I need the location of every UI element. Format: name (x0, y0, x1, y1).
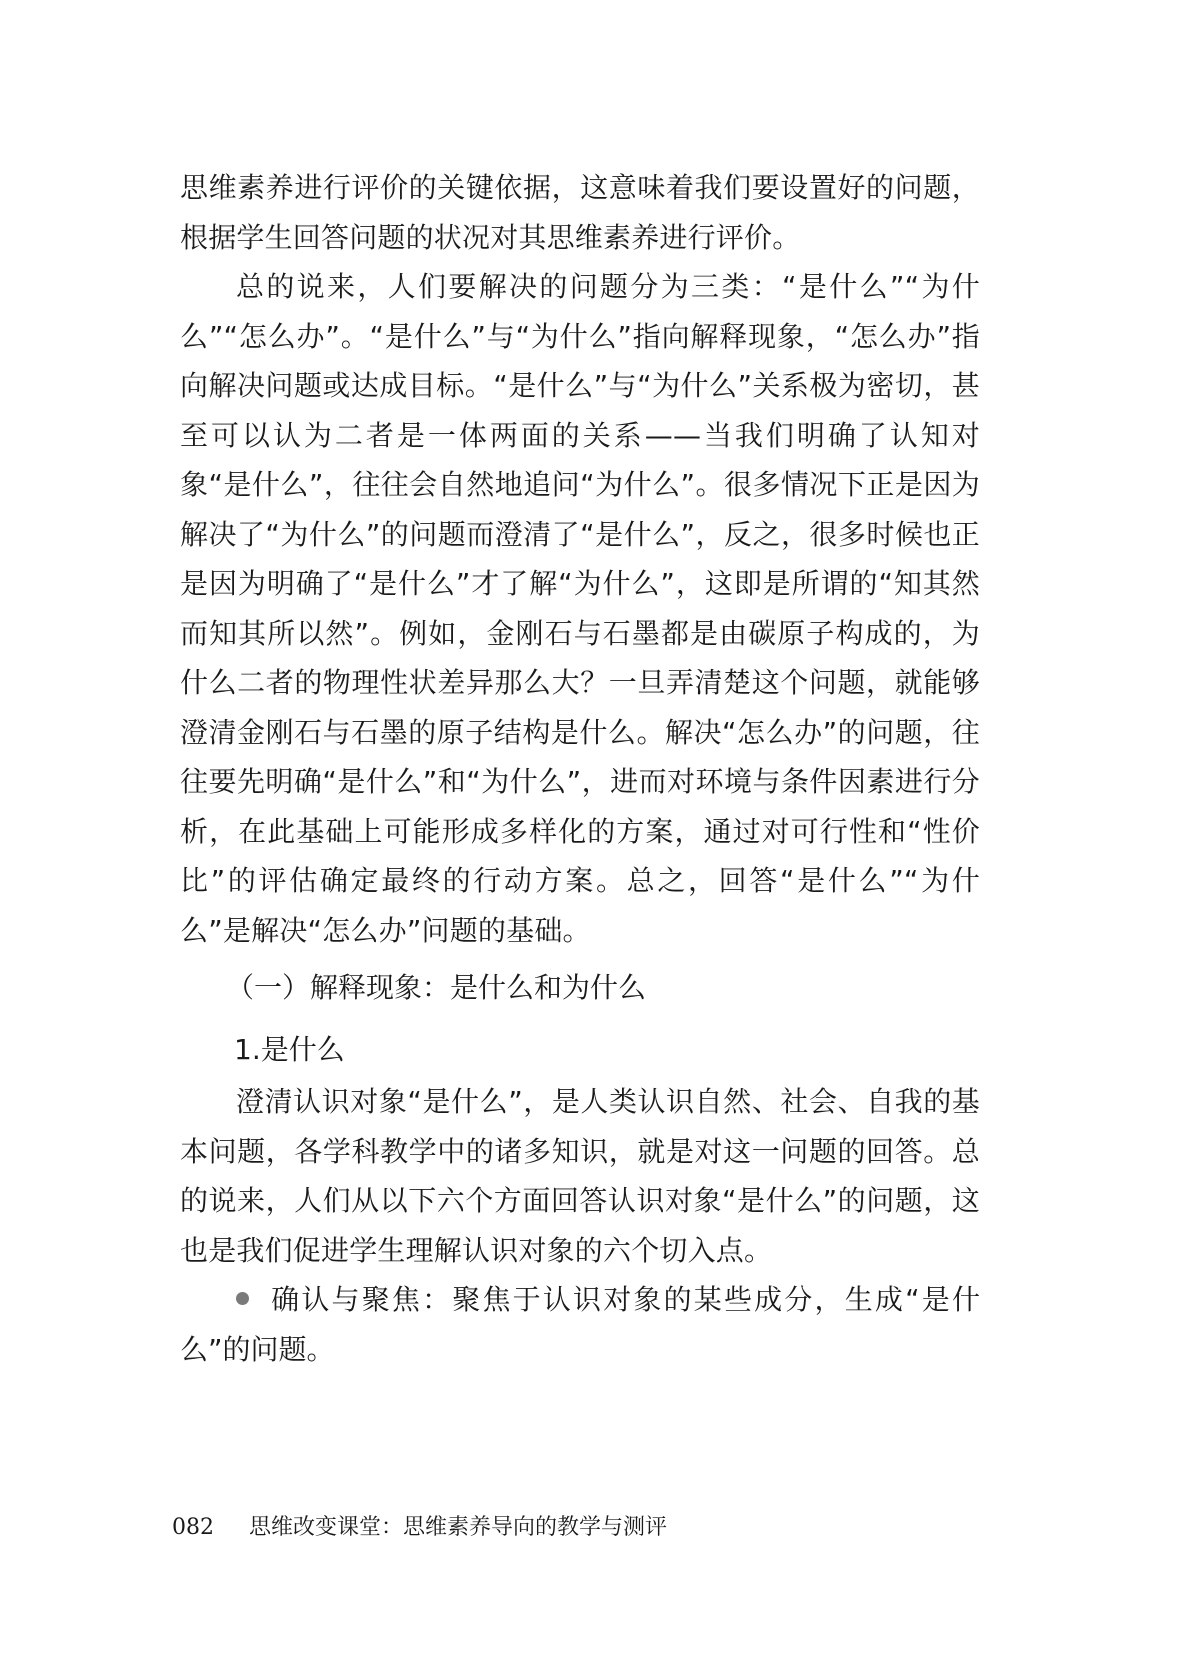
body-text-top (180, 163, 980, 955)
body-text-bottom (180, 1077, 980, 1374)
paragraph-three-question-types: 总的说来，人们要解决的问题分为三类：“是什么”“为什么”“怎么办”。“是什么”与“为什么”指向解释现象，“怎么办”指向解决问题或达成目标。“是什么”与“为什么”关系极为密切，甚至可以认为二者是一体两面的关系——当我们明确了认知对象“是什么”，往往会自然地追问“为什么”。很多情况下正是因为解决了“为什么”的问题而澄清了“是什么”，反之，很多时候也正是因为明确了“是什么”才了解“为什么”，这即是所谓的“知其然而知其所以然”。例如，金刚石与石墨都是由碳原子构成的，为什么二者的物理性状差异那么大？一旦弄清楚这个问题，就能够澄清金刚石与石墨的原子结构是什么。解决“怎么办”的问题，往往要先明确“是什么”和“为什么”，进而对环境与条件因素进行分析，在此基础上可能形成多样化的方案，通过对可行性和“性价比”的评估确定最终的行动方案。总之，回答“是什么”“为什么”是解决“怎么办”问题的基础。 (180, 270, 980, 947)
section-heading: （一）解释现象：是什么和为什么 (226, 971, 647, 1004)
subsection-heading: 1.是什么 (234, 1033, 345, 1066)
page-footer (172, 1510, 667, 1541)
book-title: 思维改变课堂：思维素养导向的教学与测评 (249, 1515, 668, 1540)
paragraph-continuation: 思维素养进行评价的关键依据，这意味着我们要设置好的问题，根据学生回答问题的状况对其思维素养进行评价。 (180, 171, 980, 254)
subsection-heading-block (180, 1025, 980, 1075)
paragraph-what-is: 澄清认识对象“是什么”，是人类认识自然、社会、自我的基本问题，各学科教学中的诸多知识，就是对这一问题的回答。总的说来，人们从以下六个方面回答认识对象“是什么”的问题，这也是我们促进学生理解认识对象的六个切入点。 (180, 1085, 980, 1267)
bullet-dot-icon (236, 1292, 249, 1305)
page-number: 082 (172, 1515, 214, 1540)
bullet-text: 确认与聚焦：聚焦于认识对象的某些成分，生成“是什么”的问题。 (180, 1283, 980, 1366)
bullet-item (180, 1275, 980, 1374)
section-heading-block (180, 963, 980, 1013)
